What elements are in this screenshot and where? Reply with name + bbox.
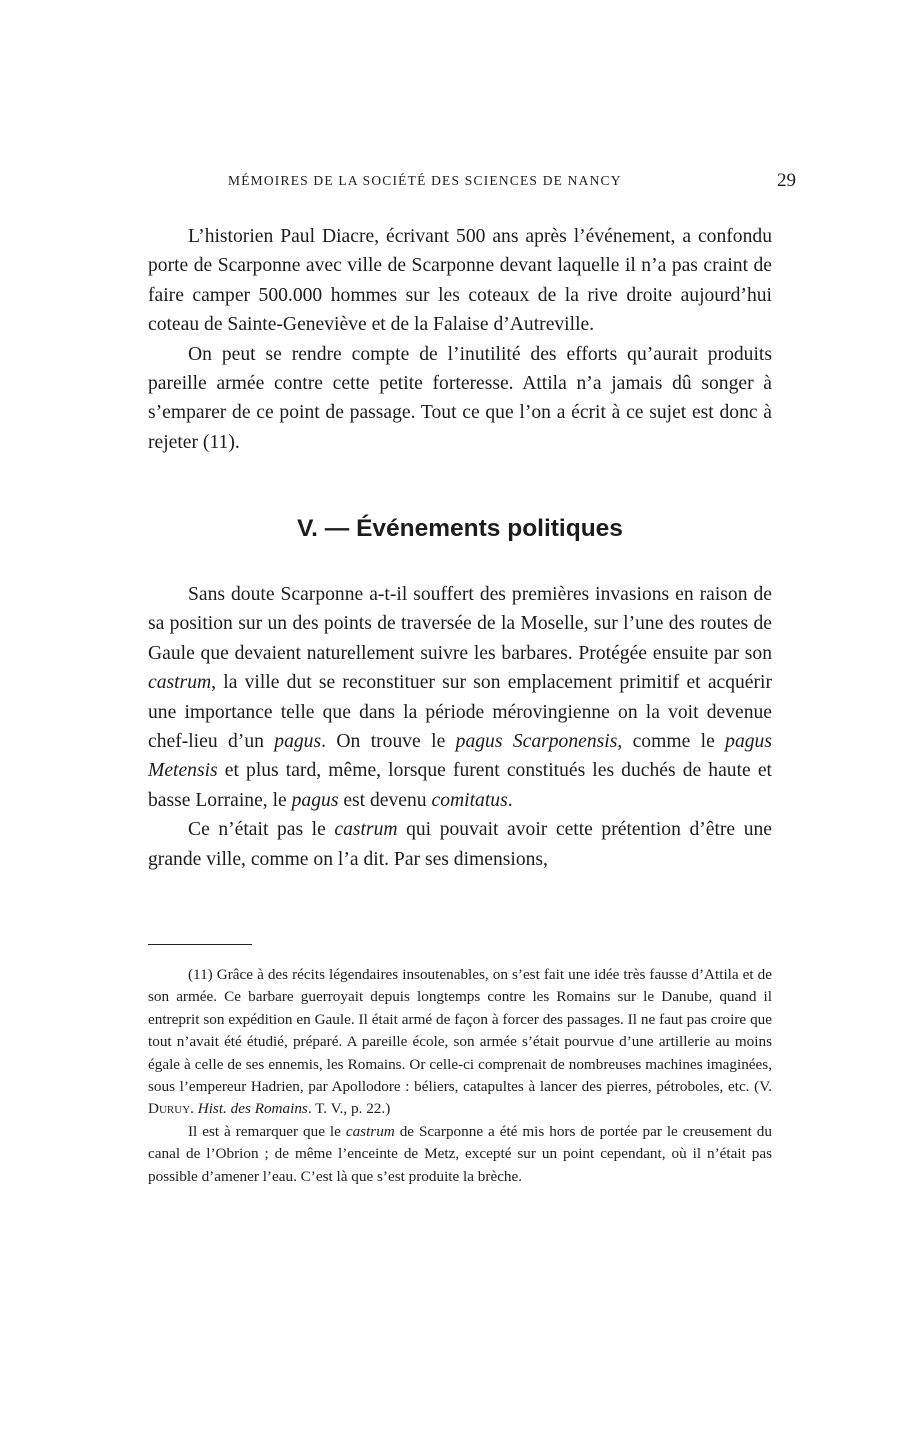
text-span: est devenu — [338, 789, 432, 811]
italic-term: pagus — [274, 731, 322, 753]
text-span: et plus tard, même, lorsque furent constitués les duchés de haute et basse Lorraine, le — [148, 760, 772, 811]
italic-term: comitatus — [431, 789, 508, 811]
section-heading: V. — Événements politiques — [297, 515, 623, 542]
footnotes — [148, 964, 772, 1188]
text-span: . T. V., p. 22.) — [307, 1100, 391, 1118]
text-span: . — [507, 789, 513, 811]
italic-term: pagus Scarponensis — [455, 731, 618, 753]
text-span: qui pouvait avoir cette prétention d’être une grande ville, comme on l’a dit. Par ses dimensions, — [148, 819, 772, 870]
running-header — [148, 170, 796, 194]
body-text-block-2 — [148, 580, 772, 874]
italic-term: castrum — [334, 819, 398, 841]
italic-term: castrum — [345, 1122, 395, 1140]
footnote-continuation — [148, 1121, 772, 1188]
paragraph-attila-efforts: On peut se rendre compte de l’inutilité des efforts qu’aurait produits pareille armée contre cette petite forteresse. Attila n’a jamais dû songer à s’emparer de ce point de passage. Tout ce que l’on a écrit à ce sujet est donc à rejeter (11). — [148, 343, 772, 453]
author-name: Duruy — [148, 1100, 191, 1118]
italic-term: pagus Metensis — [148, 731, 772, 782]
text-span: de Scarponne a été mis hors de portée par le creusement du canal de l’Obrion ; de même l’enceinte de Metz, excepté sur un point cependant, où il n’était pas possible d’amener l’eau. C’est là que s’est produite la brèche. — [148, 1122, 772, 1185]
paragraph-invasions — [148, 580, 772, 815]
italic-title: Hist. des Romains — [197, 1100, 308, 1118]
text-span: Ce n’était pas le — [188, 819, 335, 841]
text-span: Il est à remarquer que le — [188, 1122, 346, 1140]
text-span: , comme le — [617, 731, 726, 753]
running-title: MÉMOIRES DE LA SOCIÉTÉ DES SCIENCES DE NANCY — [228, 173, 622, 188]
paragraph-paul-diacre: L’historien Paul Diacre, écrivant 500 ans après l’événement, a confondu porte de Scarponne avec ville de Scarponne devant laquelle il n’a pas craint de faire camper 500.000 hommes sur les coteaux de la rive droite aujourd’hui coteau de Sainte-Geneviève et de la Falaise d’Autreville. — [148, 226, 772, 336]
text-span: . On trouve le — [321, 731, 456, 753]
footnote-divider — [148, 944, 252, 945]
text-span: , la ville dut se reconstituer sur son emplacement primitif et acquérir une importance telle que dans la période mérovingienne on la voit devenue chef-lieu d’un — [148, 672, 772, 753]
body-text-block-1 — [148, 222, 772, 457]
footnote-11 — [148, 964, 772, 1121]
text-span: . — [190, 1100, 198, 1118]
italic-term: castrum — [148, 672, 212, 694]
page-number: 29 — [777, 170, 796, 191]
paragraph-castrum-dimensions — [148, 815, 772, 874]
text-span: Sans doute Scarponne a-t-il souffert des premières invasions en raison de sa position sur un des points de traversée de la Moselle, sur l’une des routes de Gaule que devaient naturellement suivre les barbares. Protégée ensuite par son — [148, 584, 772, 664]
italic-term: pagus — [291, 789, 339, 811]
text-span: (11) Grâce à des récits légendaires insoutenables, on s’est fait une idée très fausse d’Attila et de son armée. Ce barbare guerroyait depuis longtemps contre les Romains sur le Danube, quand il entreprit son expédition en Gaule. Il était armé de façon à forcer des passages. Il ne faut pas croire que tout n’avait été étudié, préparé. A pareille école, son armée s’était pourvue d’une artillerie au moins égale à celle de ses ennemis, les Romains. Or celle-ci comprenait de nombreuses machines imaginées, sous l’empereur Hadrien, par Apollodore : béliers, catapultes à lancer des pierres, pétroboles, etc. (V. — [148, 966, 772, 1096]
